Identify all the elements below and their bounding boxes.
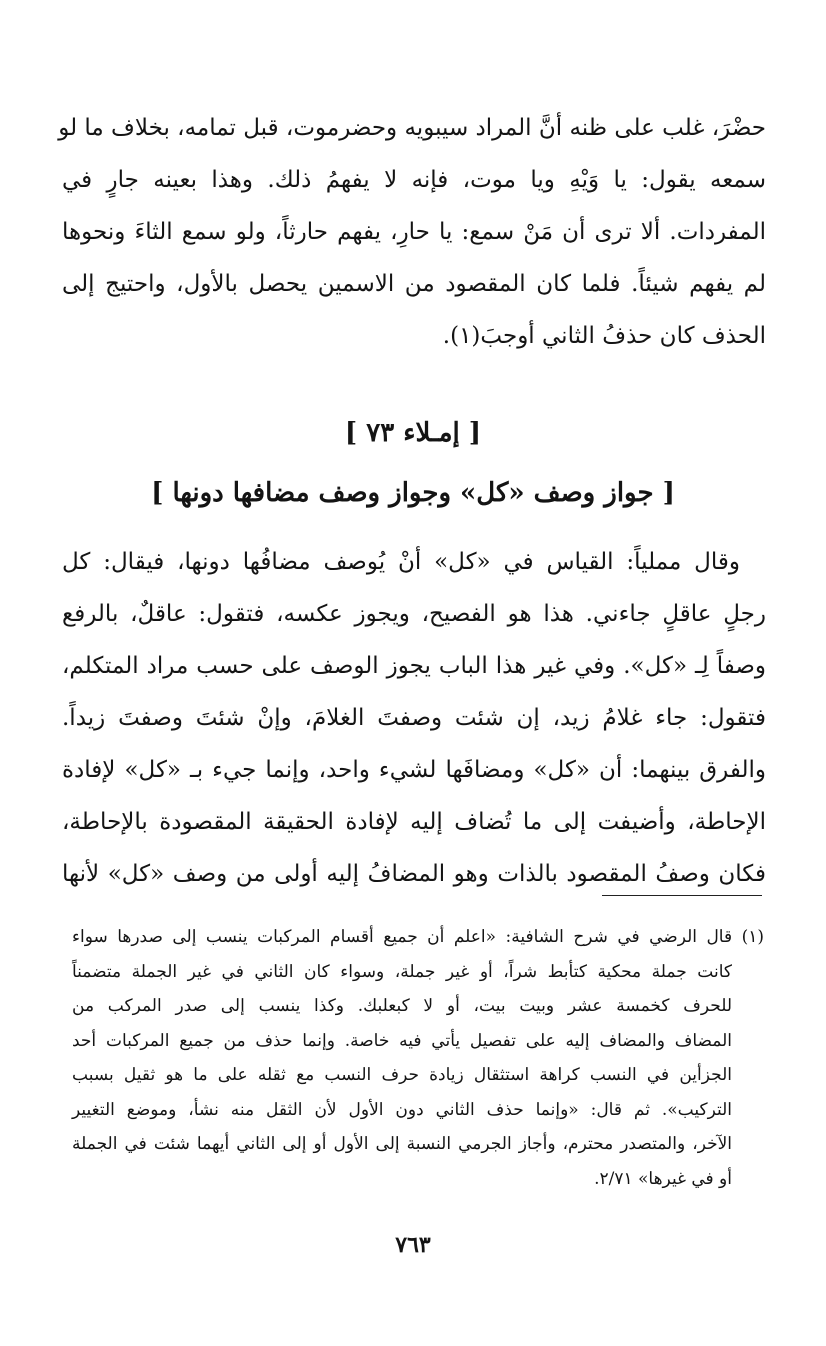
footnote-line: الآخر، والمتصدر محترم، وأجاز الجرمي النسبة إلى الأول أو إلى الثاني أيهما شئت في الجملة [72,1134,732,1154]
footnote-line: أو في غيرها» ٢/٧١. [594,1168,732,1189]
text-line: سمعه يقول: يا وَيْهِ ويا موت، فإنه لا يفهمُ ذلك. وهذا بعينه جارٍ في [62,167,766,193]
text-line: حضْرَ، غلب على ظنه أنَّ المراد سيبويه وحضرموت، قبل تمامه، بخلاف ما لو [58,115,766,141]
footnote-line: التركيب». ثم قال: «وإنما حذف الثاني دون الأول لأن الثقل منه نشأ، وموضع التغيير [72,1099,732,1120]
top-paragraph [58,102,766,362]
page-number: ٧٦٣ [395,1232,431,1258]
footnote-line: المضاف والمضاف إليه على تفصيل يأتي فيه خاصة. وإنما حذف من جميع المركبات أحد [72,1030,732,1051]
footnote-line: للحرف كخمسة عشر وبيت بيت، أو لا كبعلبك. وكذا ينسب إلى صدر المركب من [72,996,732,1016]
text-line: وقال مملياً: القياس في «كل» أنْ يُوصف مضافُها دونها، فيقال: كل [62,549,740,575]
footnote-separator [602,895,762,896]
text-line: وصفاً لِـ «كل». وفي غير هذا الباب يجوز الوصف على حسب مراد المتكلم، [62,653,766,679]
text-line: المفردات. ألا ترى أن مَنْ سمع: يا حارِ، يفهم حارثاً، ولو سمع الثاءَ ونحوها [62,219,766,245]
section-heading: [ جواز وصف «كل» وجواز وصف مضافها دونها ] [151,478,675,508]
text-line: الحذف كان حذفُ الثاني أوجبَ(١). [442,323,766,349]
footnote-line: الجزأين في النسب كراهة استثقال زيادة حرف النسب مع ثقله على ما هو ثقيل بسبب [72,1065,732,1085]
text-line: والفرق بينهما: أن «كل» ومضافَها لشيء واحد، وإنما جيء بـ «كل» لإفادة [62,757,766,783]
text-line: فكان وصفُ المقصود بالذات وهو المضافُ إليه أولى من وصف «كل» لأنها [62,861,766,887]
text-line: الإحاطة، وأضيفت إلى ما تُضاف إليه لإفادة الحقيقة المقصودة بالإحاطة، [62,809,766,835]
text-line: لم يفهم شيئاً. فلما كان المقصود من الاسمين يحصل بالأول، واحتيج إلى [62,271,766,297]
text-line: رجلٍ عاقلٍ جاءني. هذا هو الفصيح، ويجوز عكسه، فتقول: عاقلٌ، بالرفع [62,601,766,627]
text-line: فتقول: جاء غلامُ زيد، إن شئت وصفتَ الغلامَ، وإنْ شئتَ وصفتَ زيداً. [62,705,766,731]
main-paragraph [62,536,766,900]
footnote-line: كانت جملة محكية كتأبط شراً، أو غير جملة، وسواء كان الثاني في غير الجملة متضمناً [72,961,732,982]
footnote-line: (١) قال الرضي في شرح الشافية: «اعلم أن جميع أقسام المركبات ينسب إلى صدرها سواء [72,927,764,947]
imla-heading: [ إمـلاء ٧٣ ] [344,418,482,448]
footnote [72,920,764,1196]
